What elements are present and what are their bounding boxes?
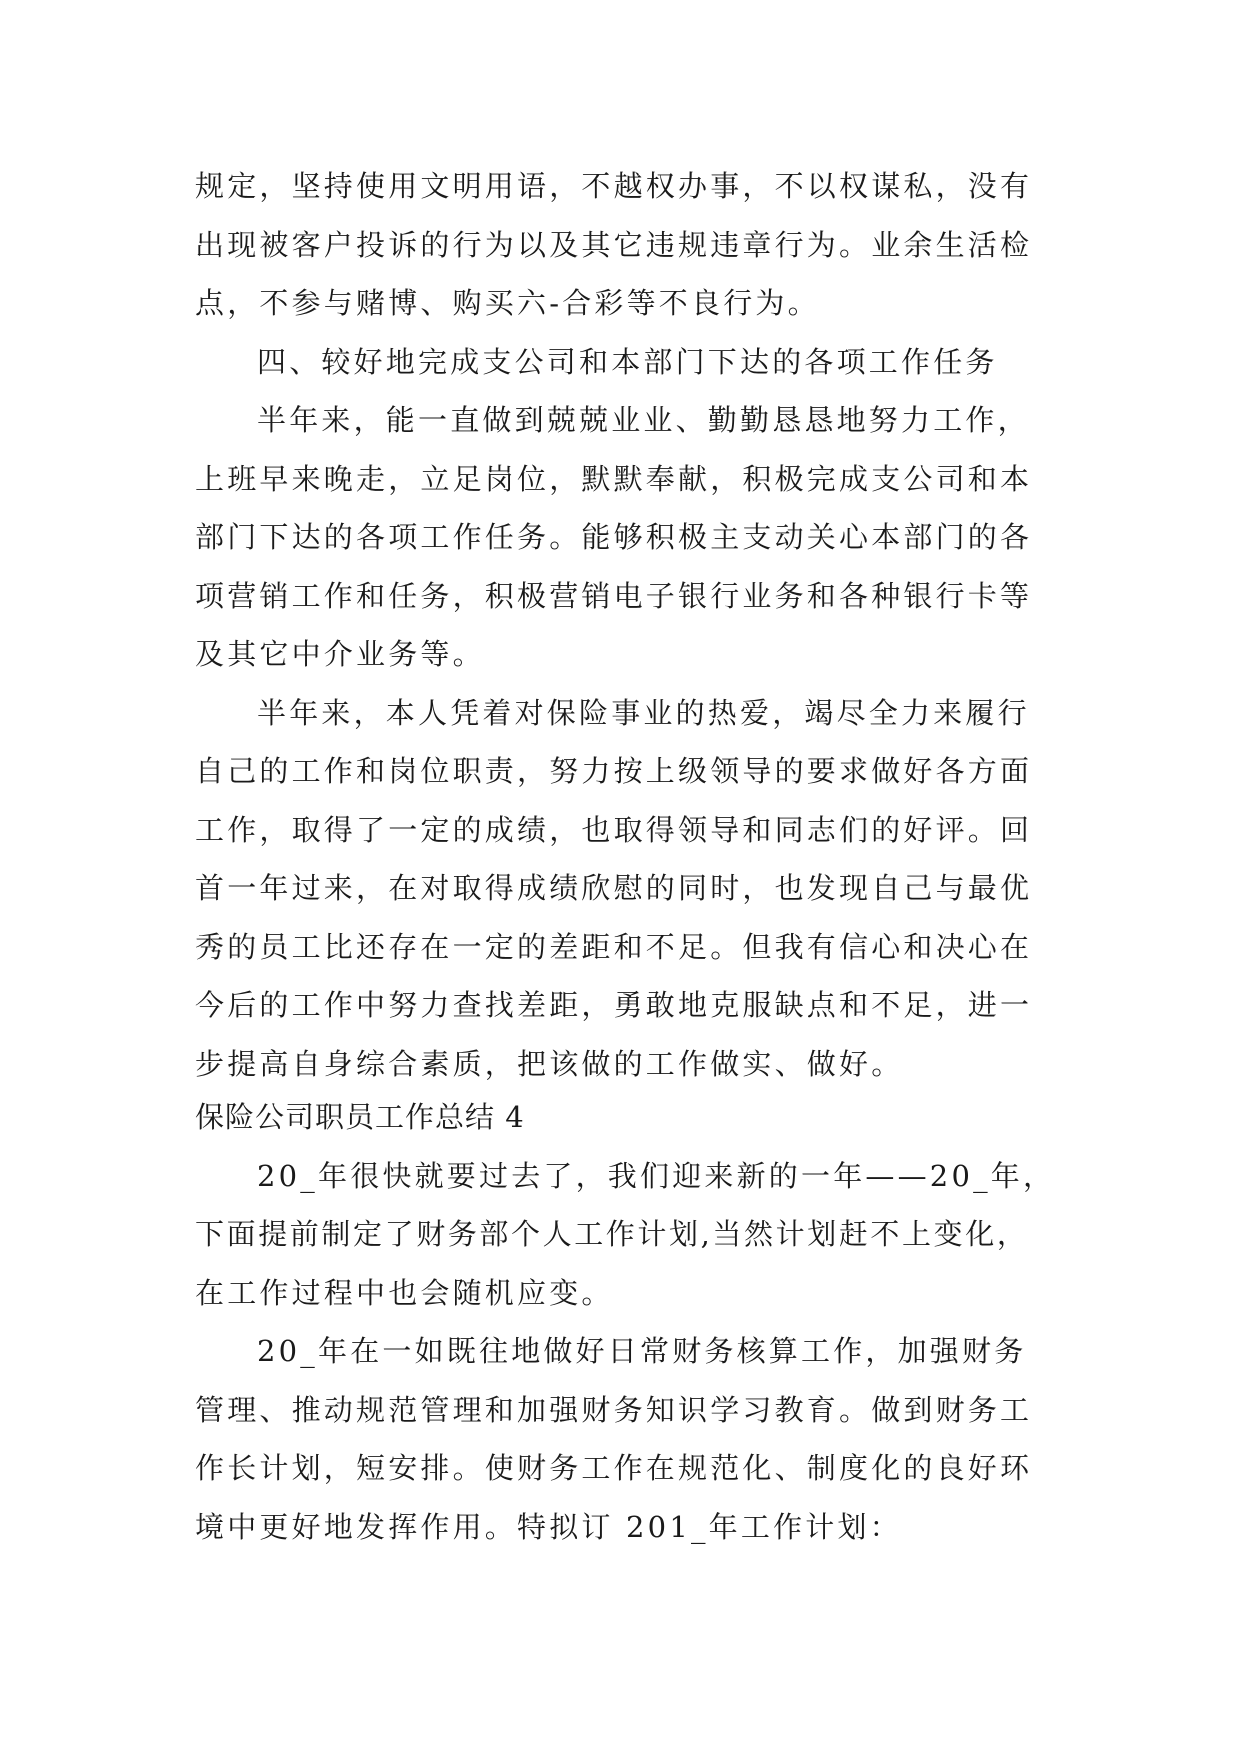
text-line-12: 工作，取得了一定的成绩，也取得领导和同志们的好评。回 (195, 813, 1033, 847)
text-line-3: 点，不参与赌博、购买六-合彩等不良行为。 (195, 286, 820, 320)
text-line-16: 步提高自身综合素质，把该做的工作做实、做好。 (195, 1047, 904, 1081)
section-heading-four: 四、较好地完成支公司和本部门下达的各项工作任务 (257, 345, 998, 379)
text-line-22: 管理、推动规范管理和加强财务知识学习教育。做到财务工 (195, 1393, 1033, 1427)
text-line-7: 部门下达的各项工作任务。能够积极主支动关心本部门的各 (195, 520, 1033, 554)
text-line-2: 出现被客户投诉的行为以及其它违规违章行为。业余生活检 (195, 228, 1033, 262)
text-line-5: 半年来，能一直做到兢兢业业、勤勤恳恳地努力工作， (257, 403, 1030, 437)
section-title: 保险公司职员工作总结 4 (195, 1100, 525, 1134)
text-line-15: 今后的工作中努力查找差距，勇敢地克服缺点和不足，进一 (195, 988, 1033, 1022)
text-line-8: 项营销工作和任务，积极营销电子银行业务和各种银行卡等 (195, 579, 1033, 613)
text-line-9: 及其它中介业务等。 (195, 637, 485, 671)
text-line-1: 规定，坚持使用文明用语，不越权办事，不以权谋私，没有 (195, 169, 1033, 203)
text-line-20: 在工作过程中也会随机应变。 (195, 1276, 614, 1310)
text-line-19: 下面提前制定了财务部个人工作计划,当然计划赶不上变化， (195, 1217, 1029, 1251)
text-line-6: 上班早来晚走，立足岗位，默默奉献，积极完成支公司和本 (195, 462, 1033, 496)
text-line-14: 秀的员工比还存在一定的差距和不足。但我有信心和决心在 (195, 930, 1033, 964)
text-line-23: 作长计划，短安排。使财务工作在规范化、制度化的良好环 (195, 1451, 1033, 1485)
text-line-21: 20_年在一如既往地做好日常财务核算工作，加强财务 (257, 1334, 1027, 1368)
text-line-10: 半年来，本人凭着对保险事业的热爱，竭尽全力来履行 (257, 696, 1030, 730)
text-line-13: 首一年过来，在对取得成绩欣慰的同时，也发现自己与最优 (195, 871, 1033, 905)
text-line-11: 自己的工作和岗位职责，努力按上级领导的要求做好各方面 (195, 754, 1033, 788)
text-line-24: 境中更好地发挥作用。特拟订 201_年工作计划： (195, 1510, 902, 1544)
text-line-18: 20_年很快就要过去了，我们迎来新的一年——20_年， (257, 1159, 1056, 1193)
